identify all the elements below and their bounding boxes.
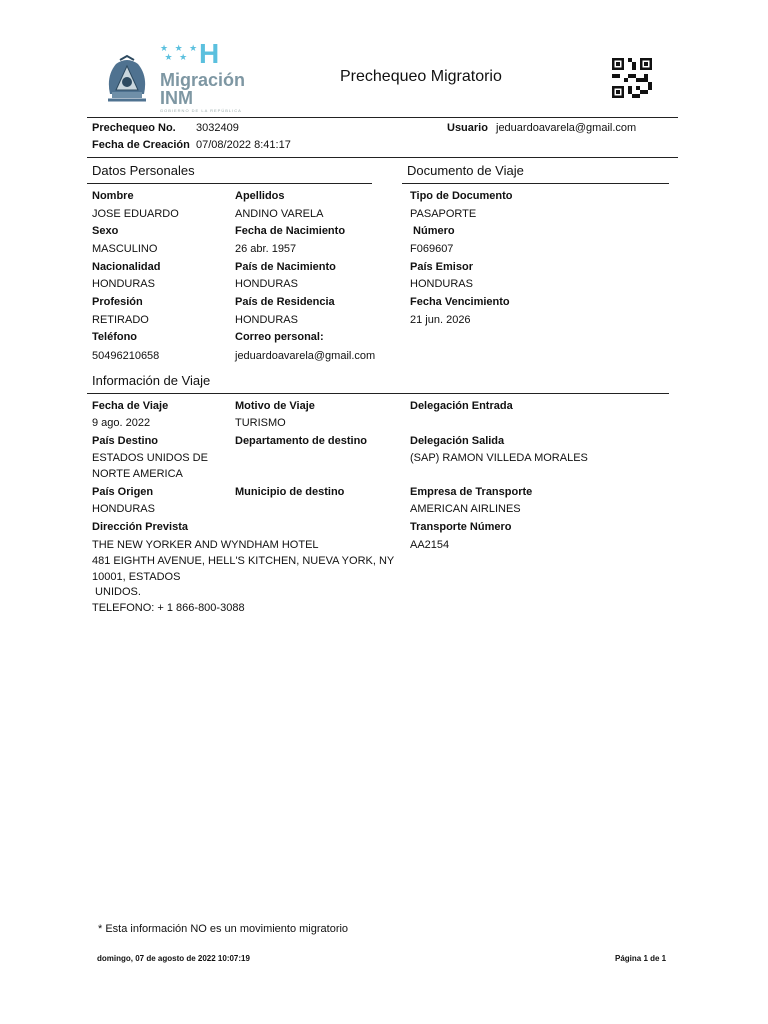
fecha-vencimiento-value: 21 jun. 2026 xyxy=(410,314,471,326)
fecha-creacion-value: 07/08/2022 8:41:17 xyxy=(196,139,291,151)
pais-destino-label: País Destino xyxy=(92,435,159,447)
pais-destino-value-line2: NORTE AMERICA xyxy=(92,468,183,480)
apellidos-value: ANDINO VARELA xyxy=(235,208,324,220)
nombre-label: Nombre xyxy=(92,190,134,202)
empresa-transporte-label: Empresa de Transporte xyxy=(410,486,533,498)
direccion-prevista-label: Dirección Prevista xyxy=(92,521,188,533)
nacionalidad-value: HONDURAS xyxy=(92,278,155,290)
fecha-nacimiento-value: 26 abr. 1957 xyxy=(235,243,297,255)
footer-nota: * Esta información NO es un movimiento migratorio xyxy=(98,923,349,935)
pais-emisor-value: HONDURAS xyxy=(410,278,473,290)
sexo-label: Sexo xyxy=(92,225,119,237)
datos-personales-title: Datos Personales xyxy=(92,163,195,178)
tipo-documento-value: PASAPORTE xyxy=(410,208,477,220)
pais-nacimiento-label: País de Nacimiento xyxy=(235,261,336,273)
documento-viaje-title: Documento de Viaje xyxy=(407,163,524,178)
pais-residencia-label: País de Residencia xyxy=(235,296,335,308)
nacionalidad-label: Nacionalidad xyxy=(92,261,161,273)
profesion-value: RETIRADO xyxy=(92,314,149,326)
pais-origen-value: HONDURAS xyxy=(92,503,155,515)
qr-code-icon xyxy=(612,58,652,98)
footer-pagina: Página 1 de 1 xyxy=(615,954,667,963)
apellidos-label: Apellidos xyxy=(235,190,285,202)
header-rule xyxy=(87,117,678,118)
direccion-line3: 10001, ESTADOS xyxy=(92,571,181,583)
informacion-viaje-rule xyxy=(87,393,669,394)
coat-of-arms-logo xyxy=(104,54,150,104)
fecha-viaje-label: Fecha de Viaje xyxy=(92,400,169,412)
pais-destino-value-line1: ESTADOS UNIDOS DE xyxy=(92,452,208,464)
departamento-destino-label: Departamento de destino xyxy=(235,435,368,447)
numero-label: Número xyxy=(410,225,455,237)
fecha-viaje-value: 9 ago. 2022 xyxy=(92,417,151,429)
datos-personales-rule xyxy=(87,183,372,184)
prechequeo-label: Prechequeo No. xyxy=(92,122,176,134)
profesion-label: Profesión xyxy=(92,296,143,308)
informacion-viaje-title: Información de Viaje xyxy=(92,373,211,388)
transporte-numero-label: Transporte Número xyxy=(410,521,512,533)
empresa-transporte-value: AMERICAN AIRLINES xyxy=(410,503,521,515)
pais-nacimiento-value: HONDURAS xyxy=(235,278,298,290)
direccion-line4: UNIDOS. xyxy=(92,586,141,598)
correo-value: jeduardoavarela@gmail.com xyxy=(235,350,376,362)
logo-migracion: Migración xyxy=(160,70,246,90)
motivo-viaje-value: TURISMO xyxy=(235,417,286,429)
sexo-value: MASCULINO xyxy=(92,243,158,255)
fecha-creacion-label: Fecha de Creación xyxy=(92,139,190,151)
telefono-label: Teléfono xyxy=(92,331,138,343)
meta-rule xyxy=(87,157,678,158)
direccion-line1: THE NEW YORKER AND WYNDHAM HOTEL xyxy=(92,539,319,551)
telefono-value: 50496210658 xyxy=(92,350,160,362)
delegacion-salida-value: (SAP) RAMON VILLEDA MORALES xyxy=(410,452,588,464)
direccion-line2: 481 EIGHTH AVENUE, HELL'S KITCHEN, NUEVA YORK, NY xyxy=(92,555,395,567)
tipo-documento-label: Tipo de Documento xyxy=(410,190,513,202)
correo-label: Correo personal: xyxy=(235,331,324,343)
nombre-value: JOSE EDUARDO xyxy=(92,208,179,220)
numero-value: F069607 xyxy=(410,243,454,255)
footer-fecha: domingo, 07 de agosto de 2022 10:07:19 xyxy=(97,954,250,963)
municipio-destino-label: Municipio de destino xyxy=(235,486,345,498)
delegacion-entrada-label: Delegación Entrada xyxy=(410,400,513,412)
logo-inm: INM xyxy=(160,88,193,108)
transporte-numero-value: AA2154 xyxy=(410,539,450,551)
page-title: Prechequeo Migratorio xyxy=(340,68,502,85)
motivo-viaje-label: Motivo de Viaje xyxy=(235,400,315,412)
usuario-label: Usuario xyxy=(447,122,488,134)
logo-tagline: GOBIERNO DE LA REPÚBLICA xyxy=(160,108,242,113)
direccion-line5: TELEFONO: + 1 866-800-3088 xyxy=(92,602,245,614)
pais-origen-label: País Origen xyxy=(92,486,154,498)
pais-emisor-label: País Emisor xyxy=(410,261,473,273)
prechequeo-value: 3032409 xyxy=(196,122,239,134)
usuario-value: jeduardoavarela@gmail.com xyxy=(496,122,637,134)
pais-residencia-value: HONDURAS xyxy=(235,314,298,326)
logo-h: H xyxy=(199,38,220,69)
fecha-nacimiento-label: Fecha de Nacimiento xyxy=(235,225,346,237)
delegacion-salida-label: Delegación Salida xyxy=(410,435,505,447)
fecha-vencimiento-label: Fecha Vencimiento xyxy=(410,296,510,308)
stars-icon: ★ ★ ★ ★ ★ xyxy=(160,43,200,62)
documento-viaje-rule xyxy=(402,183,669,184)
